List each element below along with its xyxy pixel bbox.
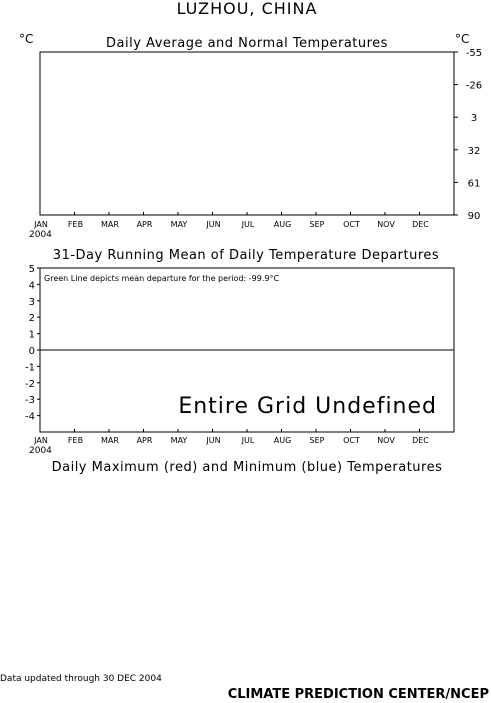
credit-label: CLIMATE PREDICTION CENTER/NCEP <box>227 687 489 702</box>
panel1-left-unit: °C <box>19 32 34 46</box>
panel2-y-axis <box>25 264 40 423</box>
month-label: DEC <box>412 220 429 229</box>
month-label: APR <box>136 220 153 229</box>
month-label: JUL <box>241 436 255 445</box>
y-tick-label: -1 <box>25 362 35 374</box>
month-label: AUG <box>273 220 292 229</box>
data-updated-note: Data updated through 30 DEC 2004 <box>0 674 162 684</box>
month-label: MAY <box>170 220 188 229</box>
month-label: MAY <box>170 436 188 445</box>
month-label: OCT <box>343 436 360 445</box>
y-tick-label: -2 <box>25 378 35 390</box>
panel2-undefined-message: Entire Grid Undefined <box>178 394 437 419</box>
month-label: DEC <box>412 436 429 445</box>
month-label: SEP <box>309 220 325 229</box>
month-label: JUN <box>206 220 221 229</box>
panel2-year-label: 2004 <box>29 446 52 456</box>
y-tick-label: 90 <box>467 211 481 222</box>
y-tick-label: 5 <box>28 264 35 275</box>
panel1-title: Daily Average and Normal Temperatures <box>106 36 388 51</box>
month-label: OCT <box>343 220 360 229</box>
month-label: JUN <box>206 436 221 445</box>
y-tick-label: 2 <box>28 313 35 325</box>
month-label: SEP <box>309 436 325 445</box>
month-label: FEB <box>67 436 84 445</box>
panel1-year-label: 2004 <box>29 230 52 240</box>
y-tick-label: 0 <box>28 346 35 357</box>
y-tick-label: 61 <box>467 178 481 190</box>
month-label: MAR <box>101 220 119 229</box>
panel2-mean-note: Green Line depicts mean departure for the period: -99.9°C <box>44 274 280 283</box>
month-label: NOV <box>377 220 395 229</box>
month-label: JAN <box>34 220 48 229</box>
panel-max-min <box>52 460 443 475</box>
month-label: JAN <box>34 436 48 445</box>
panel-average-normal <box>19 32 482 240</box>
y-tick-label: -55 <box>465 48 483 59</box>
y-tick-label: 4 <box>28 280 35 292</box>
y-tick-label: -26 <box>465 80 483 92</box>
month-label: NOV <box>377 436 395 445</box>
month-label: FEB <box>67 220 84 229</box>
panel1-right-unit: °C <box>455 32 470 46</box>
y-tick-label: 1 <box>28 329 35 341</box>
panel1-plot-frame <box>40 52 454 215</box>
y-tick-label: 32 <box>467 145 481 157</box>
y-tick-label: 3 <box>470 113 478 125</box>
y-tick-label: 3 <box>28 296 35 308</box>
month-label: AUG <box>273 436 292 445</box>
panel3-title: Daily Maximum (red) and Minimum (blue) Temperatures <box>51 460 443 475</box>
month-label: APR <box>136 436 153 445</box>
panel-running-mean <box>25 248 454 456</box>
panel2-month-axis <box>33 429 429 445</box>
month-label: MAR <box>101 436 119 445</box>
y-tick-label: -3 <box>25 395 35 407</box>
panel1-right-axis <box>454 48 482 222</box>
station-title: LUZHOU, CHINA <box>176 0 318 18</box>
month-label: JUL <box>241 220 255 229</box>
panel2-title: 31-Day Running Mean of Daily Temperature Departures <box>52 248 440 263</box>
y-tick-label: -4 <box>25 411 35 423</box>
